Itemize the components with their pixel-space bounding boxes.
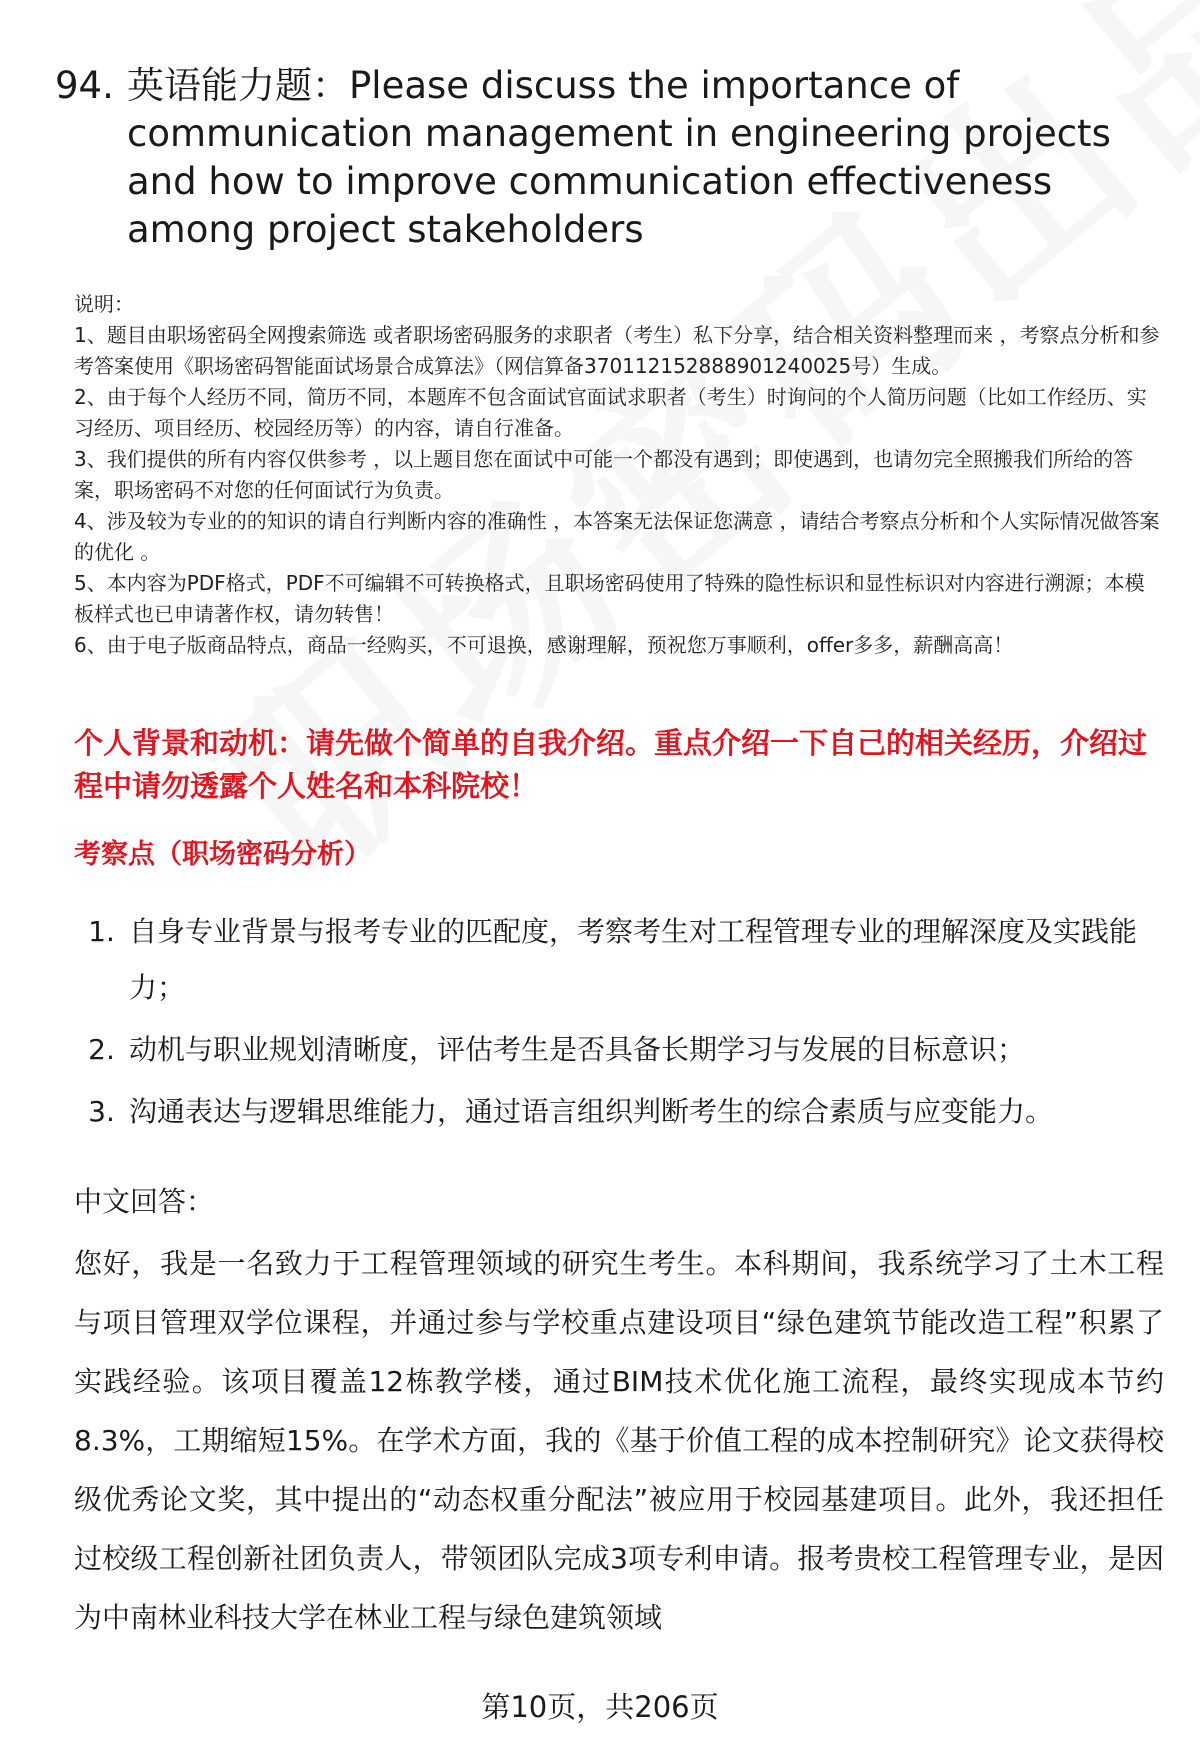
answer-label: 中文回答： (74, 1185, 215, 1218)
point-number: 2. (88, 1033, 115, 1066)
note-item: 5、本内容为PDF格式，PDF不可编辑不可转换格式，且职场密码使用了特殊的隐性标识和显性标识对内容进行溯源；本模板样式也已申请著作权，请勿转售！ (74, 571, 1145, 626)
notes-title: 说明： (74, 292, 134, 316)
question-number: 94. (55, 64, 114, 107)
page-footer: 第10页，共206页 (481, 1690, 719, 1724)
note-item: 1、题目由职场密码全网搜索筛选 或者职场密码服务的求职者（考生）私下分享，结合相关资料整理而来 ，考察点分析和参考答案使用《职场密码智能面试场景合成算法》（网信算备370112152888901240025号）生成。 (74, 323, 1160, 378)
note-item: 6、由于电子版商品特点，商品一经购买，不可退换，感谢理解，预祝您万事顺利，offer多多，薪酬高高！ (74, 633, 1014, 657)
point-text: 动机与职业规划清晰度，评估考生是否具备长期学习与发展的目标意识； (129, 1033, 1026, 1066)
note-item: 2、由于每个人经历不同，简历不同，本题库不包含面试官面试求职者（考生）时询问的个人简历问题（比如工作经历、实习经历、项目经历、校园经历等）的内容，请自行准备。 (74, 385, 1147, 440)
question-text: 英语能力题：Please discuss the importance of communication management in engineering projects and how to improve communication effectiveness among project stakeholders (127, 64, 1111, 251)
notes-section (74, 289, 1162, 661)
point-number: 3. (88, 1095, 115, 1128)
analysis-point (74, 904, 1159, 1016)
self-intro-prompt: 个人背景和动机：请先做个简单的自我介绍。重点介绍一下自己的相关经历，介绍过程中请勿透露个人姓名和本科院校！ (74, 726, 1148, 803)
analysis-point (74, 1084, 1159, 1140)
answer-body: 您好，我是一名致力于工程管理领域的研究生考生。本科期间，我系统学习了土木工程与项目管理双学位课程，并通过参与学校重点建设项目“绿色建筑节能改造工程”积累了实践经验。该项目覆盖12栋教学楼，通过BIM技术优化施工流程，最终实现成本节约8.3%，工期缩短15%。在学术方面，我的《基于价值工程的成本控制研究》论文获得校级优秀论文奖，其中提出的“动态权重分配法”被应用于校园基建项目。此外，我还担任过校级工程创新社团负责人，带领团队完成3项专利申请。报考贵校工程管理专业，是因为中南林业科技大学在林业工程与绿色建筑领域 (74, 1247, 1164, 1634)
note-item: 4、涉及较为专业的的知识的请自行判断内容的准确性 ，本答案无法保证您满意 ，请结合考察点分析和个人实际情况做答案的优化 。 (74, 509, 1160, 564)
point-number: 1. (88, 915, 115, 948)
point-text: 自身专业背景与报考专业的匹配度，考察考生对工程管理专业的理解深度及实践能力； (129, 915, 1138, 1004)
analysis-point (74, 1022, 1159, 1078)
note-item: 3、我们提供的所有内容仅供参考 ，以上题目您在面试中可能一个都没有遇到；即使遇到，也请勿完全照搬我们所给的答案，职场密码不对您的任何面试行为负责。 (74, 447, 1134, 502)
point-text: 沟通表达与逻辑思维能力，通过语言组织判断考生的综合素质与应变能力。 (129, 1095, 1054, 1128)
question-heading (55, 62, 1145, 254)
analysis-heading: 考察点（职场密码分析） (74, 839, 371, 870)
analysis-points (74, 904, 1159, 1146)
